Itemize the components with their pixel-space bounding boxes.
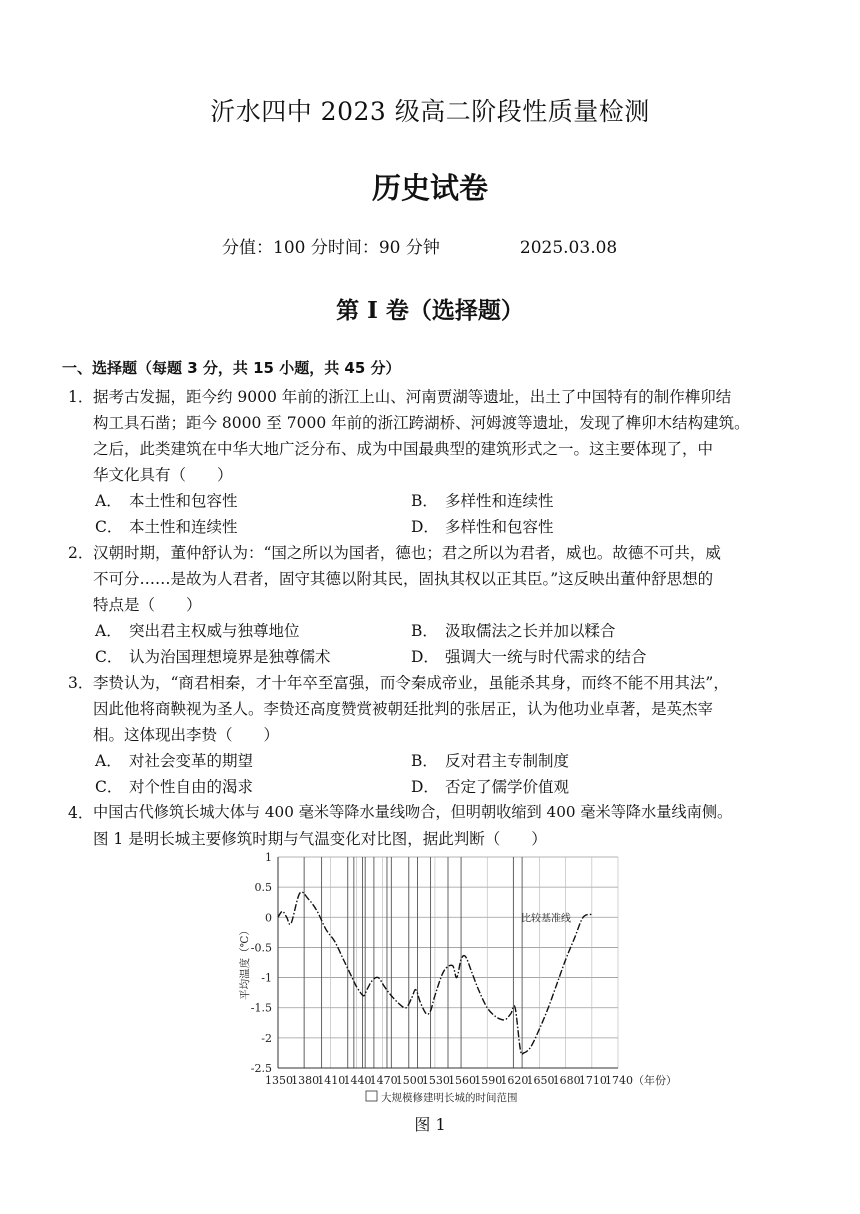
exam-school-title: 沂水四中 2023 级高二阶段性质量检测 xyxy=(210,97,650,126)
option-c[interactable] xyxy=(95,515,238,537)
reference-line-label: 比较基准线 xyxy=(521,913,571,925)
option-a[interactable] xyxy=(95,619,300,641)
option-d[interactable] xyxy=(411,645,647,667)
option-text: 本土性和包容性 xyxy=(129,492,238,510)
question-text-line: 相。这体现出李贽（ ） xyxy=(93,726,280,744)
section-heading: 一、选择题（每题 3 分，共 15 小题，共 45 分） xyxy=(62,359,401,377)
question-text-line: 李贽认为，“商君相秦，才十年卒至富强，而令秦成帝业，虽能杀其身，而终不能不用其法”， xyxy=(93,674,729,692)
y-tick-label: -1.5 xyxy=(250,1001,272,1015)
option-label: D． xyxy=(411,518,439,536)
question-text-line: 汉朝时期，董仲舒认为：“国之所以为国者，德也；君之所以为君者，威也。故德不可共，威 xyxy=(93,544,721,562)
option-label: B． xyxy=(411,622,438,640)
option-label: A． xyxy=(95,752,122,770)
option-text: 否定了儒学价值观 xyxy=(445,778,570,796)
y-tick-label: 0.5 xyxy=(254,881,272,895)
option-a[interactable] xyxy=(95,749,253,771)
option-text: 对个性自由的渴求 xyxy=(129,778,254,796)
y-tick-label: 0 xyxy=(265,911,272,925)
option-a[interactable] xyxy=(95,489,238,511)
y-tick-label: -2 xyxy=(261,1031,272,1045)
temperature-chart xyxy=(0,845,860,1115)
question-text-line: 因此他将商鞅视为圣人。李贽还高度赞赏被朝廷批判的张居正，认为他功业卓著，是英杰宰 xyxy=(93,700,714,718)
x-tick-label: 1560 xyxy=(448,1074,477,1087)
option-label: D． xyxy=(411,778,439,796)
x-tick-label: 1590 xyxy=(474,1074,503,1087)
question-text-line: 不可分……是故为人君者，固守其德以附其民，固执其权以正其臣。”这反映出董仲舒思想的 xyxy=(93,570,714,588)
x-tick-label: 1710 xyxy=(578,1074,607,1087)
question-text-line: 中国古代修筑长城大体与 400 毫米等降水量线吻合，但明朝收缩到 400 毫米等降水量线南侧。 xyxy=(93,803,733,821)
question-text-line: 之后，此类建筑在中华大地广泛分布、成为中国最典型的建筑形式之一。这主要体现了，中 xyxy=(93,440,714,458)
x-tick-label: 1530 xyxy=(421,1074,450,1087)
legend-label: 大规模修建明长城的时间范围 xyxy=(381,1092,518,1104)
option-d[interactable] xyxy=(411,775,569,797)
option-label: B． xyxy=(411,492,438,510)
option-label: A． xyxy=(95,492,122,510)
question-number: 2． xyxy=(68,544,94,562)
exam-date: 2025.03.08 xyxy=(519,238,618,258)
question-text-line: 华文化具有（ ） xyxy=(93,466,233,484)
option-label: B． xyxy=(411,752,438,770)
x-tick-label: 1350 xyxy=(265,1074,293,1087)
option-text: 认为治国理想境界是独尊儒术 xyxy=(129,648,331,666)
option-d[interactable] xyxy=(411,515,554,537)
construction-period-lines xyxy=(304,857,522,1068)
option-c[interactable] xyxy=(95,775,253,797)
legend-swatch xyxy=(366,1091,377,1101)
y-tick-label: -2.5 xyxy=(250,1062,272,1075)
option-text: 汲取儒法之长并加以糅合 xyxy=(445,622,616,640)
option-text: 多样性和包容性 xyxy=(445,518,554,536)
option-b[interactable] xyxy=(411,489,554,511)
question-number: 3． xyxy=(68,674,94,692)
volume-title: 第 I 卷（选择题） xyxy=(336,297,524,324)
option-label: C． xyxy=(95,648,123,666)
y-axis-label: 平均温度（℃） xyxy=(239,925,251,1000)
option-label: A． xyxy=(95,622,122,640)
exam-meta xyxy=(222,233,617,258)
question-number: 1． xyxy=(68,388,94,406)
option-b[interactable] xyxy=(411,749,569,771)
option-text: 多样性和连续性 xyxy=(445,492,554,510)
option-label: C． xyxy=(95,778,123,796)
x-tick-label: 1740（年份） xyxy=(605,1074,677,1087)
question-text-line: 特点是（ ） xyxy=(93,596,202,614)
x-tick-label: 1650 xyxy=(526,1074,555,1087)
y-tick-label: -1 xyxy=(261,971,272,985)
option-text: 反对君主专制制度 xyxy=(445,752,570,770)
y-tick-label: 1 xyxy=(265,851,272,864)
option-b[interactable] xyxy=(411,619,616,641)
option-text: 对社会变革的期望 xyxy=(129,752,254,770)
x-tick-label: 1380 xyxy=(291,1074,320,1087)
x-tick-label: 1680 xyxy=(552,1074,581,1087)
x-tick-label: 1500 xyxy=(395,1074,424,1087)
option-text: 本土性和连续性 xyxy=(129,518,238,536)
option-text: 突出君主权威与独尊地位 xyxy=(129,622,300,640)
option-label: C． xyxy=(95,518,123,536)
score-time: 分值：100 分时间：90 分钟 xyxy=(222,238,440,258)
exam-title: 历史试卷 xyxy=(371,171,488,205)
x-tick-label: 1410 xyxy=(317,1074,346,1087)
option-c[interactable] xyxy=(95,645,331,667)
y-tick-label: -0.5 xyxy=(250,941,272,955)
question-number: 4． xyxy=(68,804,94,822)
question-text-line: 构工具石凿；距今 8000 至 7000 年前的浙江跨湖桥、河姆渡等遗址，发现了榫卯木结构建筑。 xyxy=(93,414,750,432)
option-label: D． xyxy=(411,648,439,666)
x-tick-label: 1620 xyxy=(500,1074,529,1087)
x-tick-label: 1440 xyxy=(343,1074,372,1087)
x-tick-label: 1470 xyxy=(369,1074,398,1087)
figure-caption: 图 1 xyxy=(414,1115,446,1134)
question-text-line: 据考古发掘，距今约 9000 年前的浙江上山、河南贾湖等遗址，出土了中国特有的制作榫卯结 xyxy=(93,388,732,406)
option-text: 强调大一统与时代需求的结合 xyxy=(445,648,647,666)
question-text-line: 图 1 是明长城主要修筑时期与气温变化对比图，据此判断（ ） xyxy=(93,830,547,848)
